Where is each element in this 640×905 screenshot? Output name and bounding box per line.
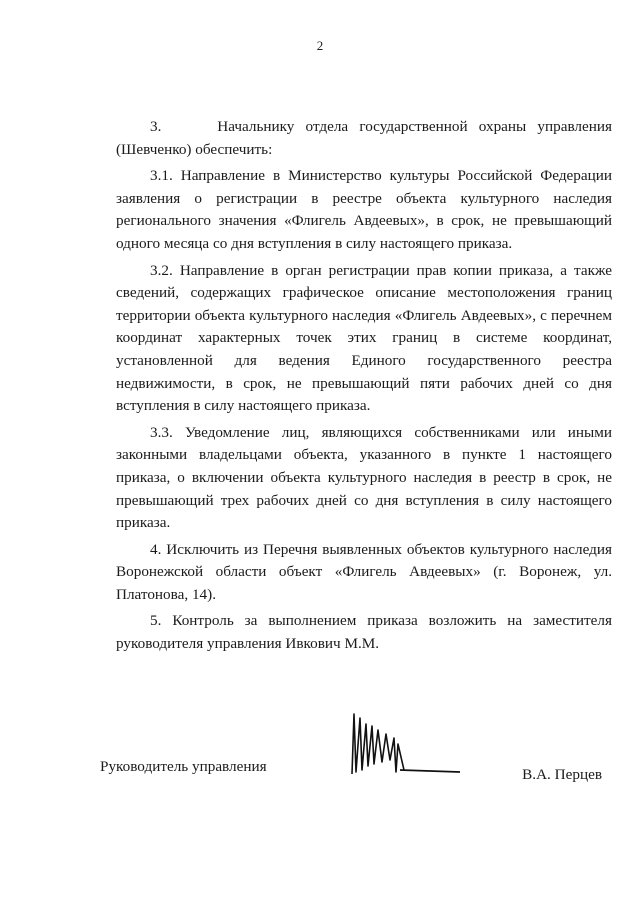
signature-block [100, 700, 612, 790]
paragraph-4: 4. Исключить из Перечня выявленных объектов культурного наследия Воронежской области объект «Флигель Авдеевых» (г. Воронеж, ул. Платонова, 14). [116, 540, 612, 603]
paragraph-3-1: 3.1. Направление в Министерство культуры Российской Федерации заявления о регистрации в реестре объекта культурного наследия регионального значения «Флигель Авдеевых», в срок, не превышающий одного месяца со дня вступления в силу настоящего приказа. [116, 167, 612, 252]
paragraph-3-3: 3.3. Уведомление лиц, являющихся собственниками или иными законными владельцами объекта, указанного в пункте 1 настоящего приказа, о включении объекта культурного наследия в реестр в срок, не превышающий трех рабочих дней со дня вступления в силу настоящего приказа. [116, 423, 612, 532]
signer-title: Руководитель управления [100, 758, 267, 775]
paragraph-3-2: 3.2. Направление в орган регистрации прав копии приказа, а также сведений, содержащих графическое описание местоположения границ территории объекта культурного наследия «Флигель Авдеевых», с перечнем координат характерных точек этих границ в системе координат, установленной для ведения Единого государственного реестра недвижимости, в срок, не превышающий пяти рабочих дней со дня вступления в силу настоящего приказа. [116, 261, 612, 415]
paragraph-3: 3. Начальнику отдела государственной охраны управления (Шевченко) обеспечить: [116, 118, 612, 158]
document-body [116, 116, 612, 656]
signer-name: В.А. Перцев [522, 766, 602, 783]
paragraph-5: 5. Контроль за выполнением приказа возложить на заместителя руководителя управления Ивкович М.М. [116, 612, 612, 653]
handwritten-signature [342, 704, 462, 784]
page-number: 2 [316, 38, 324, 53]
